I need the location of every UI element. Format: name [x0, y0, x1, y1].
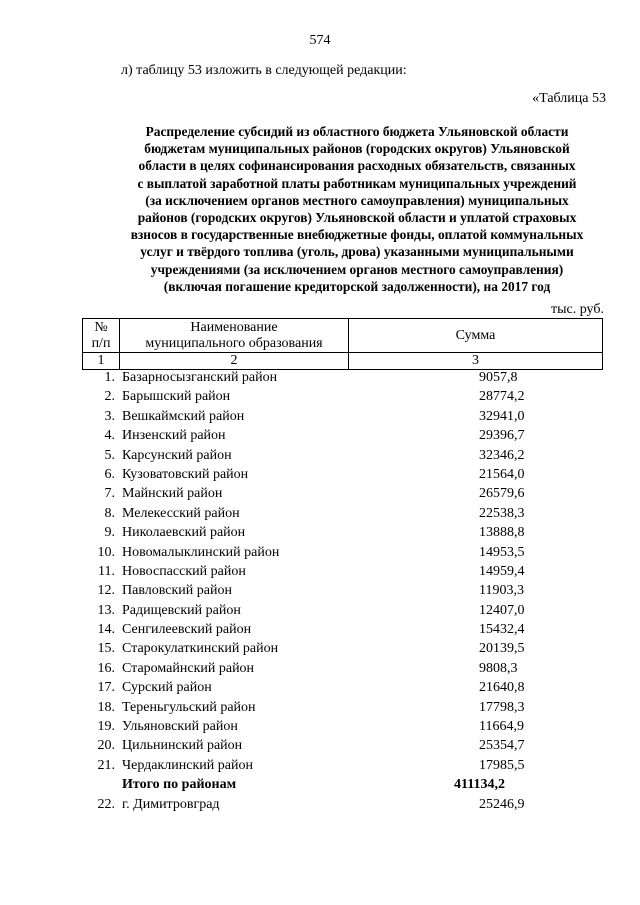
row-name: Кузоватовский район: [122, 466, 249, 482]
table-row: [82, 448, 601, 467]
table-row: [82, 719, 601, 738]
title-line: (за исключением органов местного самоуправления) муниципальных: [145, 192, 569, 208]
title-line: учреждениями (за исключением органов местного самоуправления): [150, 261, 564, 277]
row-number: 19.: [97, 719, 115, 735]
row-number: 13.: [97, 602, 115, 618]
row-sum: 13888,8: [479, 525, 525, 541]
row-name: Ульяновский район: [122, 719, 238, 735]
table-row: [82, 758, 601, 777]
table-row: [82, 467, 601, 486]
row-sum: 32941,0: [479, 408, 525, 424]
page-number: 574: [309, 33, 331, 48]
table-row: [82, 603, 601, 622]
row-sum: 9057,8: [479, 370, 518, 385]
row-sum: 25246,9: [479, 796, 525, 812]
table-row: [82, 680, 601, 699]
row-number: 3.: [104, 408, 115, 424]
row-sum: 9808,3: [479, 660, 518, 676]
table-row: [82, 622, 601, 641]
table-row: [82, 700, 601, 719]
row-sum: 32346,2: [479, 447, 525, 463]
row-sum: 11903,3: [479, 583, 524, 599]
row-name: Майнский район: [122, 486, 223, 502]
title-line: услуг и твёрдого топлива (уголь, дрова) указанными муниципальными: [140, 244, 574, 260]
row-number: 12.: [97, 583, 115, 599]
title-line: взносов в государственные внебюджетные фонды, оплатой коммунальных: [130, 227, 584, 243]
table-row: [82, 486, 601, 505]
row-sum: 411134,2: [454, 777, 505, 793]
row-sum: 17798,3: [479, 699, 525, 715]
row-name: Сурский район: [122, 680, 212, 696]
row-number: 20.: [97, 738, 115, 754]
table-row: [82, 641, 601, 660]
row-number: 10.: [97, 544, 115, 560]
table-row: [82, 661, 601, 680]
table-body: [82, 370, 601, 816]
table-row: [82, 738, 601, 757]
row-name: Чердаклинский район: [122, 757, 253, 773]
table-row: [82, 525, 601, 544]
row-number: 1.: [104, 370, 115, 385]
row-number: 5.: [104, 447, 115, 463]
row-sum: 28774,2: [479, 389, 525, 405]
row-name: Итого по районам: [122, 777, 237, 793]
row-number: 4.: [104, 428, 115, 444]
row-number: 2.: [104, 389, 115, 405]
header-col-1: 1: [83, 353, 120, 370]
header-name: Наименование муниципального образования: [120, 319, 349, 353]
header-num: № п/п: [83, 319, 120, 353]
row-number: 8.: [104, 505, 115, 521]
intro-text: л) таблицу 53 изложить в следующей редакции:: [121, 63, 407, 78]
row-name: Павловский район: [122, 583, 232, 599]
table-row: [82, 583, 601, 602]
row-sum: 11664,9: [479, 719, 524, 735]
unit-label: тыс. руб.: [551, 302, 604, 317]
table-title: [88, 123, 626, 295]
title-line: Распределение субсидий из областного бюджета Ульяновской области: [145, 124, 569, 139]
table-row: [82, 389, 601, 408]
row-sum: 12407,0: [479, 602, 525, 618]
row-name: Новомалыклинский район: [122, 544, 280, 560]
row-sum: 15432,4: [479, 622, 525, 638]
row-name: Барышский район: [122, 389, 231, 405]
row-number: 17.: [97, 680, 115, 696]
row-sum: 20139,5: [479, 641, 525, 657]
title-line: с выплатой заработной платы работникам муниципальных учреждений: [137, 175, 577, 191]
row-number: 18.: [97, 699, 115, 715]
title-line: бюджетам муниципальных районов (городских округов) Ульяновской: [144, 141, 570, 157]
row-sum: 14953,5: [479, 544, 525, 560]
table-header: [82, 318, 603, 370]
title-line: области в целях софинансирования расходных обязательств, связанных: [138, 158, 576, 174]
row-name: Карсунский район: [122, 447, 232, 463]
row-sum: 14959,4: [479, 563, 525, 579]
row-sum: 22538,3: [479, 505, 525, 521]
header-col-2: 2: [120, 353, 349, 370]
row-sum: 21564,0: [479, 466, 525, 482]
header-sum: Сумма: [349, 319, 603, 353]
table-row: [82, 797, 601, 816]
row-number: 22.: [97, 796, 115, 812]
table-row: [82, 506, 601, 525]
row-number: 14.: [97, 622, 115, 638]
row-number: 21.: [97, 757, 115, 773]
row-name: Цильнинский район: [122, 738, 243, 754]
row-number: 9.: [104, 525, 115, 541]
row-name: Вешкаймский район: [122, 408, 245, 424]
table-row: [82, 428, 601, 447]
row-name: Старокулаткинский район: [122, 641, 279, 657]
header-col-3: 3: [349, 353, 603, 370]
total-row: [82, 777, 601, 796]
row-name: Старомайнский район: [122, 660, 255, 676]
table-row: [82, 545, 601, 564]
row-sum: 25354,7: [479, 738, 525, 754]
row-name: Николаевский район: [122, 525, 246, 541]
row-name: Тереньгульский район: [122, 699, 256, 715]
row-name: г. Димитровград: [122, 796, 220, 812]
row-number: 15.: [97, 641, 115, 657]
row-name: Базарносызганский район: [122, 370, 278, 385]
row-name: Инзенский район: [122, 428, 226, 444]
row-number: 11.: [98, 563, 115, 579]
row-number: 6.: [104, 466, 115, 482]
row-sum: 26579,6: [479, 486, 525, 502]
table-row: [82, 564, 601, 583]
row-name: Мелекесский район: [122, 505, 240, 521]
row-sum: 29396,7: [479, 428, 525, 444]
row-name: Радищевский район: [122, 602, 241, 618]
row-name: Новоспасский район: [122, 563, 246, 579]
title-line: (включая погашение кредиторской задолженности), на 2017 год: [163, 278, 551, 294]
row-name: Сенгилеевский район: [122, 622, 252, 638]
table-reference: «Таблица 53: [532, 91, 606, 106]
row-number: 7.: [104, 486, 115, 502]
row-sum: 21640,8: [479, 680, 525, 696]
row-number: 16.: [97, 660, 115, 676]
table-row: [82, 370, 601, 389]
row-sum: 17985,5: [479, 757, 525, 773]
title-line: районов (городских округов) Ульяновской области и уплатой страховых: [137, 210, 577, 226]
table-row: [82, 409, 601, 428]
